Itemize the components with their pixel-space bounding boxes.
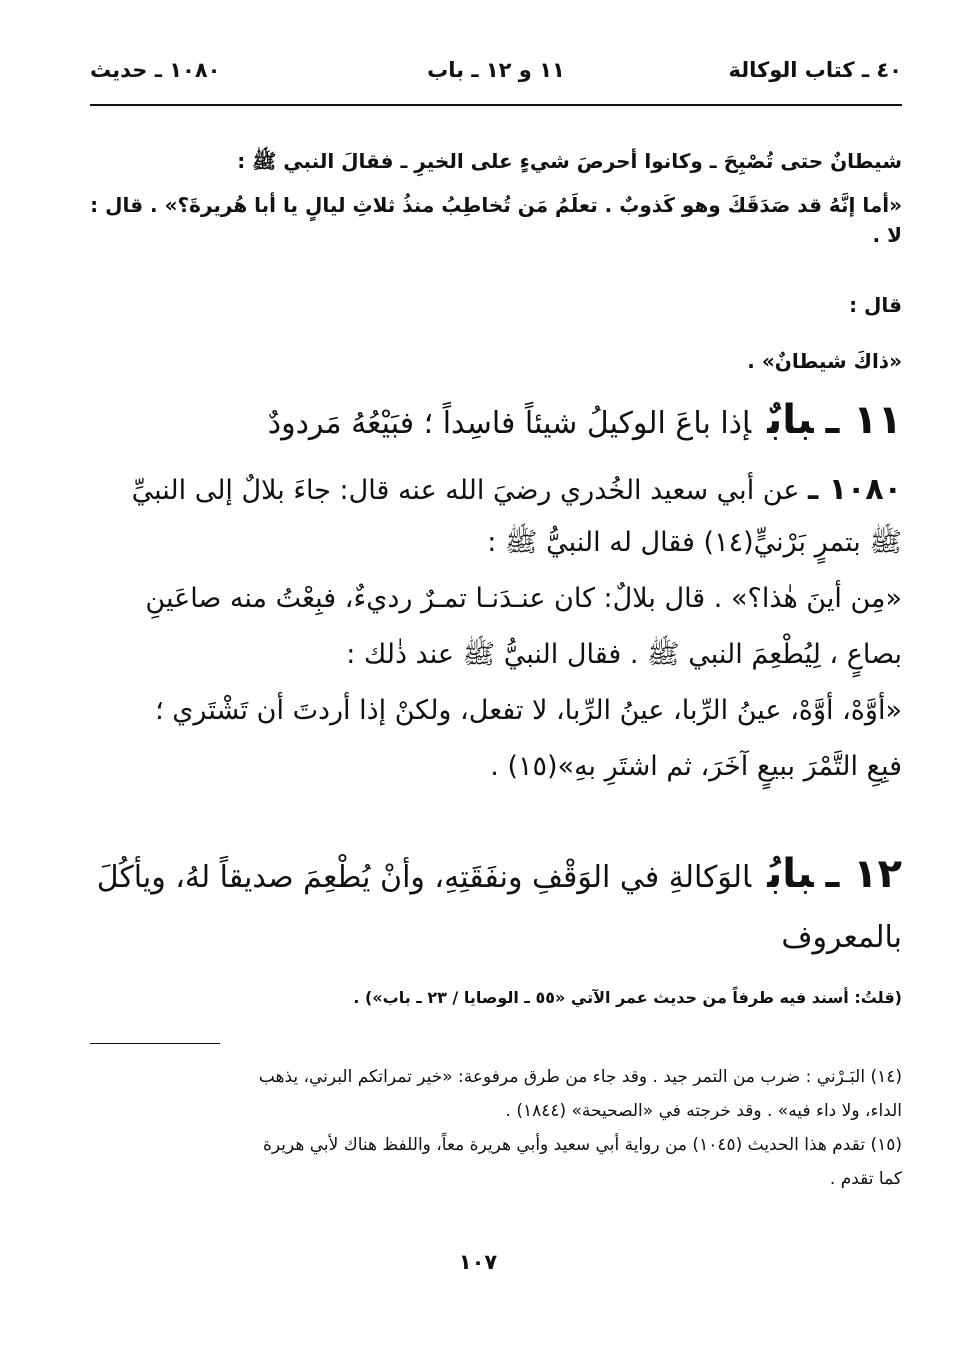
header-chapter-range: ١١ و ١٢ ـ باب (427, 58, 565, 82)
page-number: ١٠٧ (458, 1250, 498, 1274)
text-line: قال : (849, 293, 902, 317)
text-line: شيطانٌ حتى تُصْبِحَ ـ وكانوا أحرصَ شيءٍ على الخيرِ ـ فقالَ النبي ﷺ : (237, 149, 902, 173)
text-line: فبِعِ التَّمْرَ ببيعٍ آخَرَ، ثم اشتَرِ بهِ»(١٥) . (490, 751, 902, 782)
running-header (90, 58, 902, 94)
footnotes (90, 1060, 902, 1196)
chapter-number: ١٢ ـ (825, 851, 902, 897)
hadith-number: ١٠٨٠ ـ (808, 472, 902, 507)
text-line: عن أبي سعيد الخُدري رضيَ الله عنه قال: جاءَ بلالٌ إلى النبيِّ (131, 475, 800, 506)
footnote-14: (١٤) البَـرْني : ضرب من التمر جيد . وقد جاء من طرق مرفوعة: «خير تمراتكم البرني، يذهب (258, 1067, 902, 1087)
chapter-word: بابُ (767, 851, 814, 897)
chapter-11-heading (90, 398, 902, 446)
text-line: ﷺ بتمرٍ بَرْنيٍّ(١٤) فقال له النبيُّ ﷺ : (487, 527, 902, 558)
footnote-15: (١٥) تقدم هذا الحديث (١٠٤٥) من رواية أبي سعيد وأبي هريرة معاً، واللفظ هناك لأبي هريرة (262, 1135, 902, 1155)
continued-text (90, 146, 902, 376)
footnote-14-continued: الداء، ولا داء فيه» . وقد خرجته في «الصحيحة» (١٨٤٤) . (505, 1101, 902, 1121)
chapter-number: ١١ ـ (825, 397, 902, 443)
text-line: بصاعٍ ، لِيُطْعِمَ النبي ﷺ . فقال النبيُّ ﷺ عند ذٰلك : (346, 639, 902, 670)
header-book-title: ٤٠ ـ كتاب الوكالة (728, 58, 902, 82)
footnote-15-continued: كما تقدم . (829, 1169, 902, 1189)
chapter-title: إذا باعَ الوكيلُ شيئاً فاسِداً ؛ فبَيْعُهُ مَردودٌ (267, 406, 752, 441)
hadith-1080 (90, 470, 902, 787)
chapter-title: الوَكالةِ في الوَقْفِ ونفَقَتِهِ، وأنْ يُطْعِمَ صديقاً لهُ، ويأكُلَ (96, 860, 752, 895)
text-line: «ذاكَ شيطانٌ» . (747, 349, 902, 373)
chapter-title-continued: بالمعروف (781, 920, 902, 955)
text-line: «مِن أينَ هٰذا؟» . قال بلالٌ: كان عنـدَنـا تمـرٌ رديءٌ، فبِعْتُ منه صاعَينِ (145, 583, 902, 614)
editor-note: (قلتُ: أسند فيه طرفاً من حديث عمر الآتي «٥٥ ـ الوصايا / ٢٣ ـ باب») . (353, 988, 902, 1007)
header-divider (90, 104, 902, 106)
chapter-12-heading (90, 852, 902, 960)
footnote-divider (90, 1043, 220, 1044)
header-hadith-number: ١٠٨٠ ـ حديث (90, 58, 221, 82)
text-line: «أما إنَّهُ قد صَدَقَكَ وهو كَذوبٌ . تعلَمُ مَن تُخاطِبُ منذُ ثلاثِ ليالٍ يا أبا هُريرةَ؟» . قال : لا . (90, 193, 902, 247)
chapter-word: بابٌ (767, 397, 814, 443)
text-line: «أوَّهْ، أوَّهْ، عينُ الرِّبا، عينُ الرِّبا، لا تفعل، ولكنْ إذا أردتَ أن تَشْتَري ؛ (155, 695, 902, 726)
